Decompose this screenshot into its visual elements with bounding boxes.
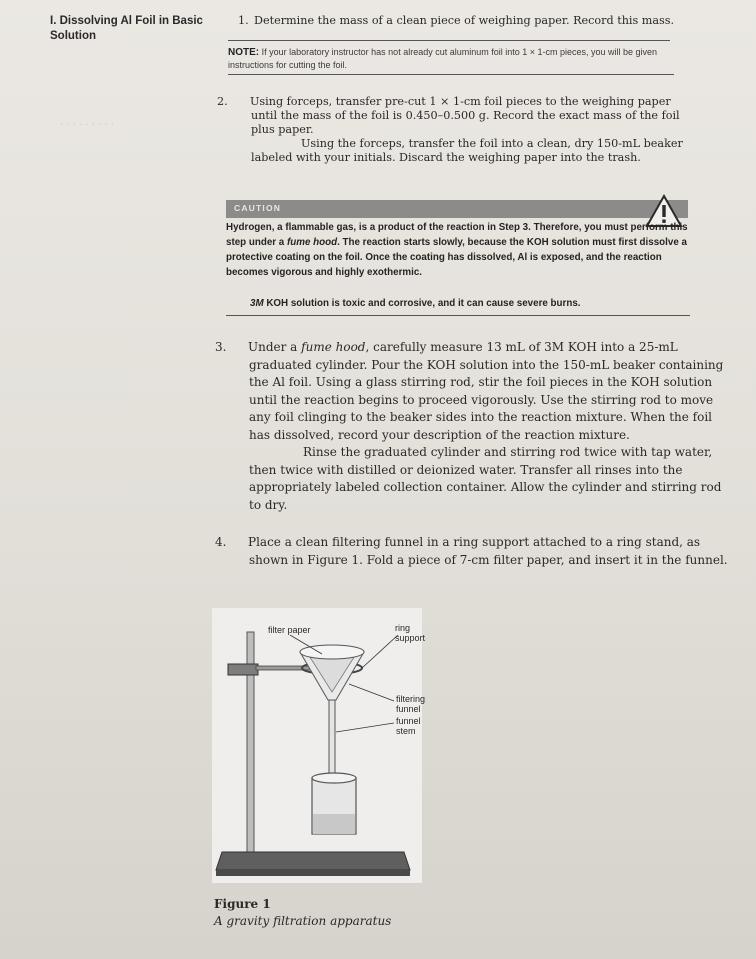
caution-text: Hydrogen, a flammable gas, is a product of the reaction in Step 3. Therefore, you must perform this step under a fume hood. The reaction starts slowly, because the KOH solution must first dissolve a protective coating on the foil. Once the coating has dissolved, Al is exposed, and the reaction becomes vigorous and highly exothermic.: [226, 222, 688, 278]
step-number: 4.: [215, 535, 227, 549]
caution-label: CAUTION: [234, 203, 282, 213]
label-funnel-stem: funnel stem: [396, 716, 421, 736]
emphasis: fume hood: [286, 237, 338, 248]
emphasis: fume hood: [301, 340, 366, 354]
step-number: 1.: [238, 14, 249, 27]
step-4: [215, 534, 737, 569]
note-box: [228, 46, 678, 72]
divider: [226, 315, 690, 316]
caution-warning: 3M KOH solution is toxic and corrosive, and it can cause severe burns.: [250, 298, 581, 309]
section-heading: I. Dissolving Al Foil in Basic Solution: [50, 15, 203, 42]
step-3: 3. Under a fume hood, carefully measure 13 mL of 3M KOH into a 25-mL graduated cylinder. Pour the KOH solution into the 150-mL beaker containing the Al foil. Using a glass stirring rod, stir the foil pieces in the KOH solution until the reaction begins to proceed vigorously. Use the stirring rod to move any foil clinging to the beaker sides into the reaction mixture. When the foil has dissolved, record your description of the reaction mixture. Rinse the graduated cylinder and stirring rod twice with tap water, then twice with distilled or deionized water. Transfer all rinses into the appropriately labeled collection container. Allow the cylinder and stirring rod to dry.: [232, 339, 727, 514]
label-filtering-funnel: filtering funnel: [396, 694, 426, 714]
step-text: Determine the mass of a clean piece of weighing paper. Record this mass.: [254, 14, 675, 27]
divider: [228, 40, 670, 41]
step-number: 2.: [217, 95, 228, 108]
step-text-continued: Using the forceps, transfer the foil into a clean, dry 150-mL beaker labeled with your initials. Discard the weighing paper into the trash.: [251, 137, 683, 164]
label-filter-paper: filter paper: [268, 625, 311, 635]
figure-title: Figure 1: [214, 897, 271, 911]
figure-filtration-apparatus: [212, 608, 426, 883]
divider: [228, 74, 674, 75]
figure-subtitle: A gravity filtration apparatus: [214, 914, 392, 928]
note-label: NOTE:: [228, 47, 260, 58]
step-number: 3.: [215, 340, 227, 354]
label-ring-support: ring support: [395, 623, 426, 643]
step-2: [217, 95, 699, 165]
bleed-through: · · · · · · · · ·: [60, 120, 115, 131]
caution-banner: [226, 200, 688, 218]
filtration-diagram: [212, 608, 422, 883]
figure-caption: [214, 896, 391, 930]
step-text: Place a clean filtering funnel in a ring support attached to a ring stand, as shown in Figure 1. Fold a piece of 7-cm filter paper, and insert it in the funnel.: [248, 535, 728, 567]
note-text: If your laboratory instructor has not already cut aluminum foil into 1 × 1-cm pieces, you will be given instructions for cutting the foil.: [228, 47, 658, 70]
step-1: [238, 14, 688, 27]
step-text-continued: Rinse the graduated cylinder and stirring rod twice with tap water, then twice with distilled or deionized water. Transfer all rinses into the appropriately labeled collection container. Allow the cylinder and stirring rod to dry.: [249, 445, 722, 512]
step-text: Using forceps, transfer pre-cut 1 × 1-cm foil pieces to the weighing paper until the mass of the foil is 0.450–0.500 g. Record the exact mass of the foil plus paper.: [250, 95, 680, 136]
